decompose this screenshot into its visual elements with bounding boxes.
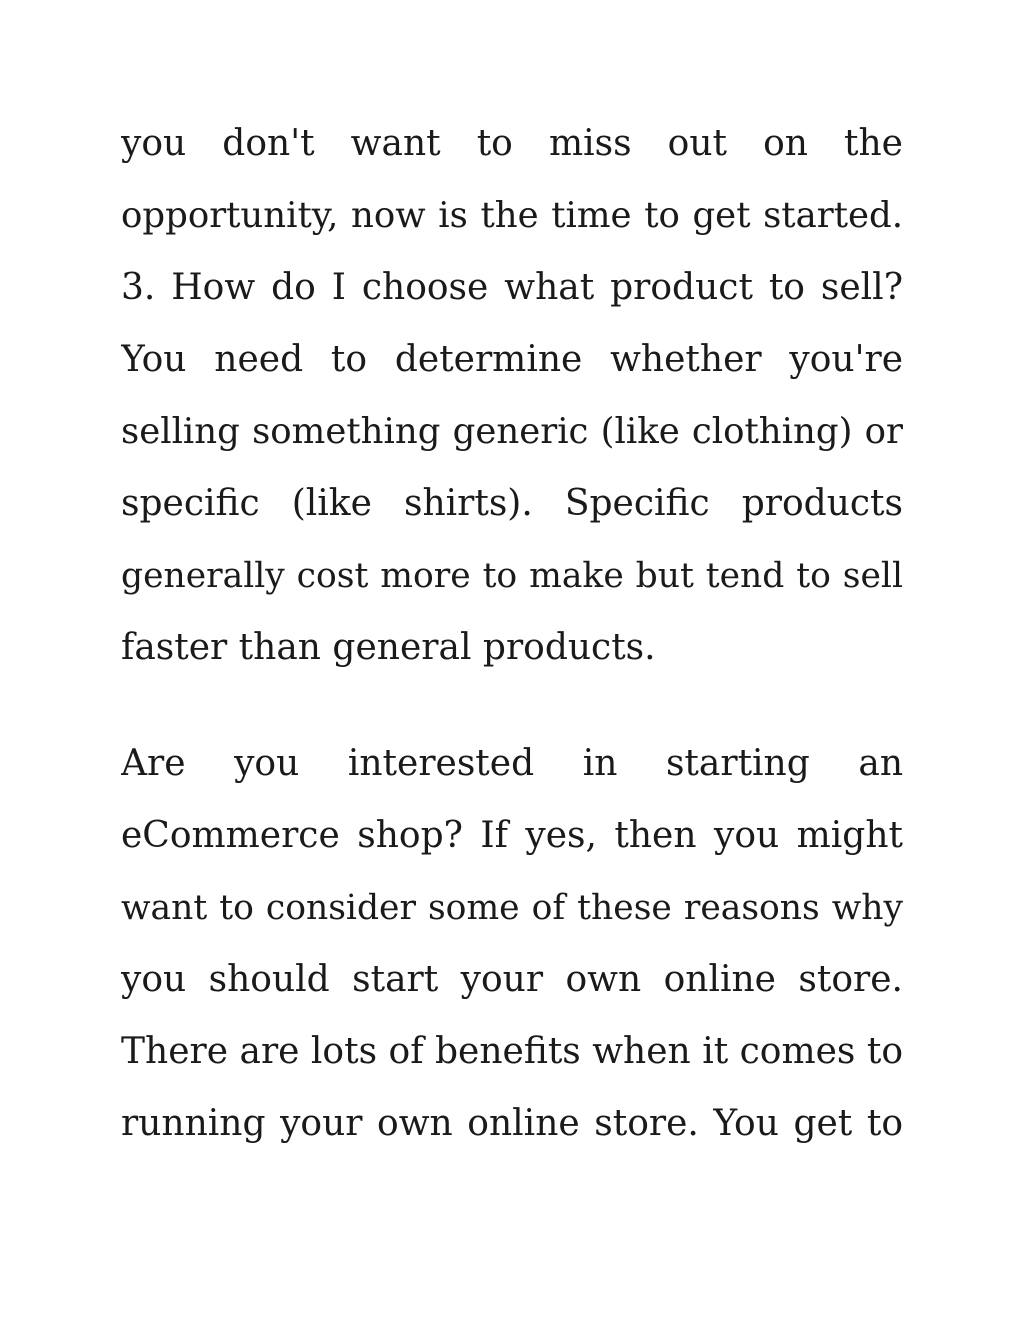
paragraph-line: generally cost more to make but tend to sell bbox=[121, 556, 903, 596]
paragraph-line: faster than general products. bbox=[121, 627, 656, 668]
paragraph-line: 3. How do I choose what product to sell? bbox=[121, 267, 903, 308]
paragraph-1 bbox=[121, 108, 903, 684]
paragraph-line: eCommerce shop? If yes, then you might bbox=[121, 815, 903, 856]
paragraph-line: you should start your own online store. bbox=[121, 959, 903, 1000]
paragraph-line: want to consider some of these reasons why bbox=[121, 888, 903, 928]
paragraph-line: opportunity, now is the time to get started. bbox=[121, 195, 903, 236]
paragraph-line: you don't want to miss out on the bbox=[121, 123, 903, 164]
paragraph-line: There are lots of benefits when it comes to bbox=[121, 1031, 903, 1072]
paragraph-line: specific (like shirts). Specific products bbox=[121, 483, 903, 524]
paragraph-line: You need to determine whether you're bbox=[121, 339, 903, 380]
paragraph-line: Are you interested in starting an bbox=[121, 743, 903, 784]
paragraph-2 bbox=[121, 728, 903, 1160]
paragraph-line: selling something generic (like clothing) or bbox=[121, 411, 903, 452]
paragraph-line: running your own online store. You get to bbox=[121, 1103, 903, 1144]
